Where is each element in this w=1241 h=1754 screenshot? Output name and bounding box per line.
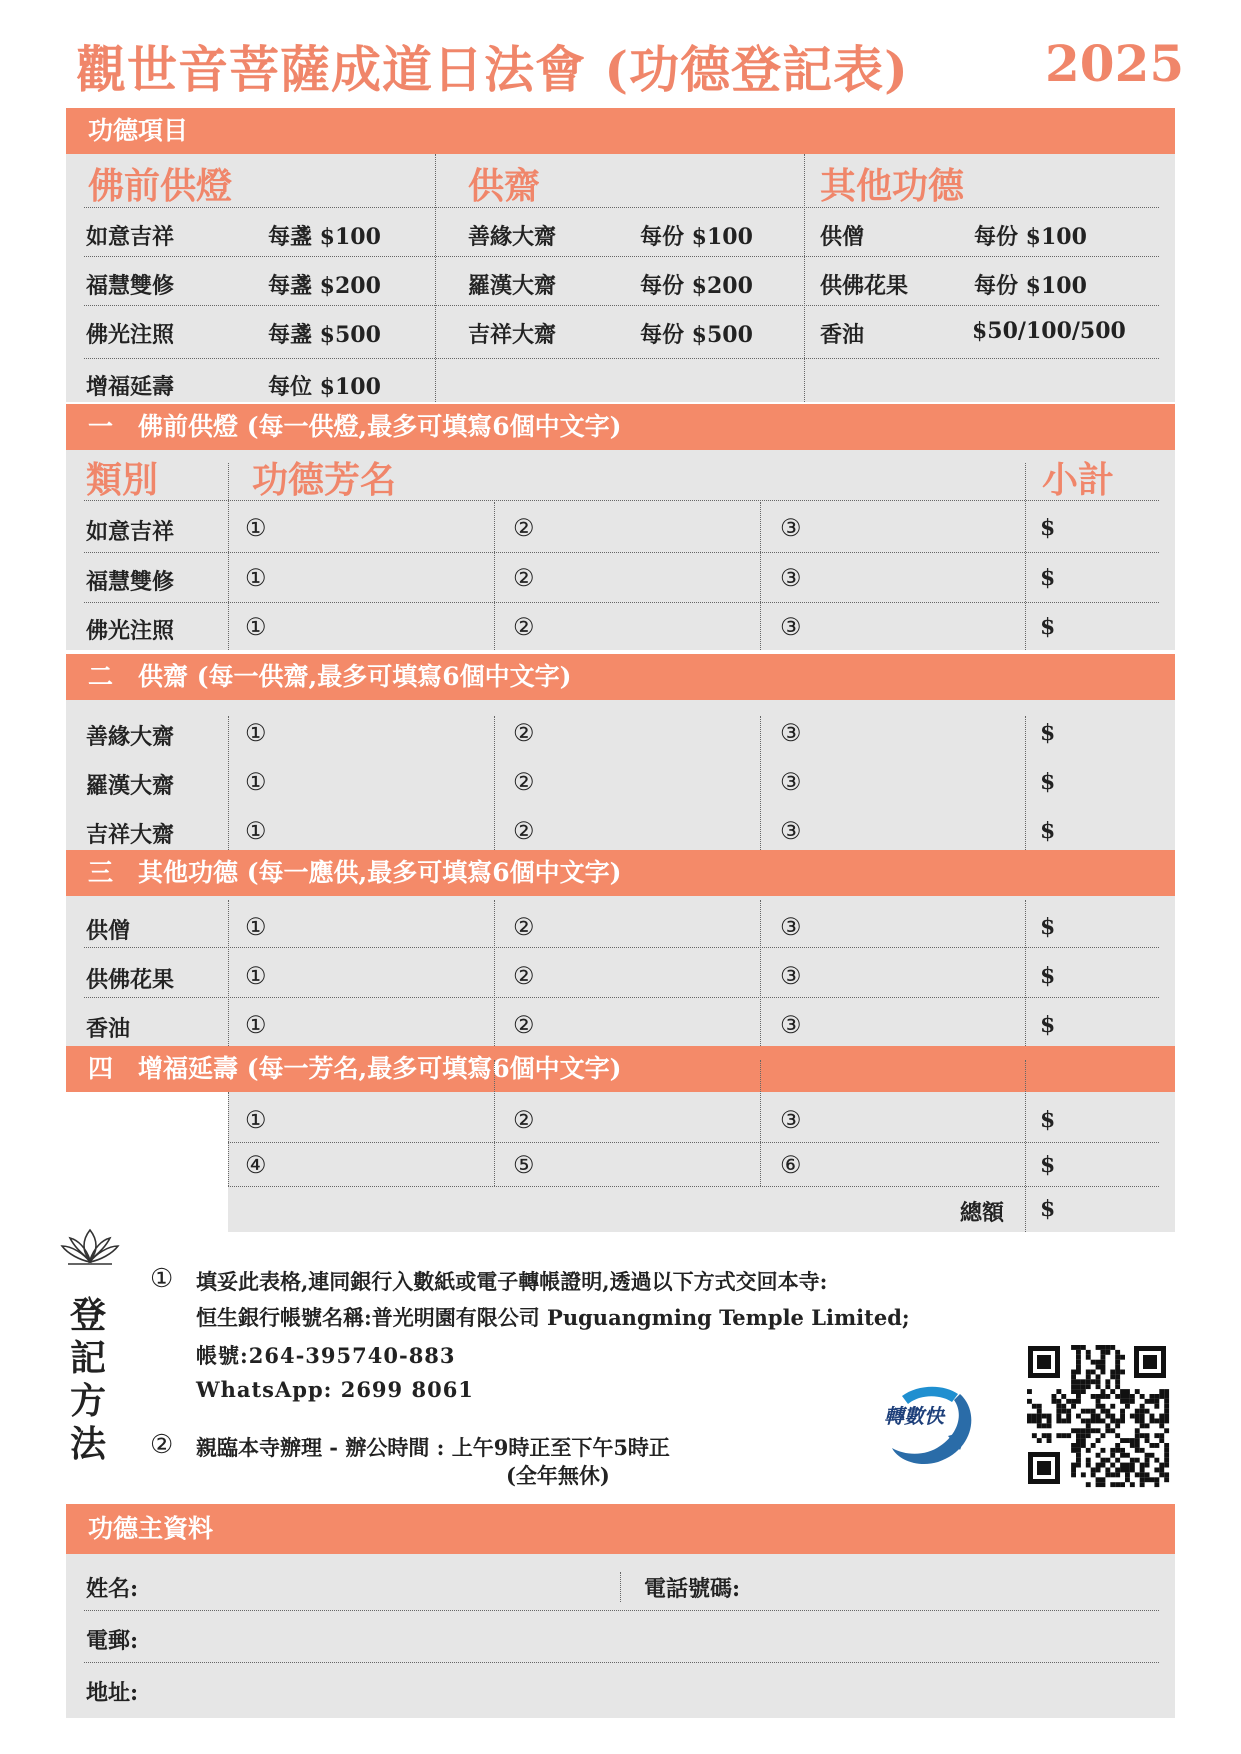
item-price: 每盞 $200	[268, 273, 381, 299]
item-name: 增福延壽	[86, 374, 175, 400]
subtotal-field[interactable]: $	[1040, 963, 1056, 989]
divider	[84, 997, 1159, 998]
divider	[494, 1060, 495, 1186]
item-name: 佛光注照	[86, 322, 175, 348]
divider	[1025, 716, 1026, 850]
subtotal-field[interactable]: $	[1040, 515, 1056, 541]
divider	[84, 358, 1159, 359]
divider	[84, 207, 1159, 208]
name-field-6[interactable]: ⑥	[780, 1151, 802, 1179]
registration-heading: 登 記 方 法	[70, 1294, 107, 1465]
items-section-bar: 功德項目	[66, 108, 1175, 154]
step-1-text: 填妥此表格,連同銀行入數紙或電子轉帳證明,透過以下方式交回本寺:	[196, 1269, 828, 1294]
row-category: 佛光注照	[86, 618, 175, 644]
name-field-3[interactable]: ③	[780, 1106, 802, 1134]
row-category: 如意吉祥	[86, 519, 175, 545]
name-field-2[interactable]: ②	[513, 613, 535, 641]
name-field-1[interactable]: ①	[245, 613, 267, 641]
name-field-2[interactable]: ②	[513, 768, 535, 796]
name-field-2[interactable]: ②	[513, 719, 535, 747]
lamp-heading: 佛前供燈	[88, 165, 233, 207]
form-title: 觀世音菩薩成道日法會 (功德登記表)	[76, 40, 909, 99]
name-field-3[interactable]: ③	[780, 514, 802, 542]
divider	[494, 716, 495, 850]
divider	[1025, 900, 1026, 1046]
name-field-3[interactable]: ③	[780, 564, 802, 592]
row-category: 供佛花果	[86, 967, 175, 993]
divider	[760, 502, 761, 650]
whatsapp-number: WhatsApp: 2699 8061	[196, 1377, 474, 1402]
other-heading: 其他功德	[820, 165, 965, 207]
name-field-3[interactable]: ③	[780, 719, 802, 747]
email-label[interactable]: 電郵:	[86, 1628, 139, 1654]
divider	[760, 716, 761, 850]
divider	[228, 716, 229, 850]
row-category: 羅漢大齋	[86, 773, 175, 799]
divider	[1025, 1060, 1026, 1232]
step-1-number: ①	[150, 1264, 174, 1294]
divider	[494, 502, 495, 650]
subtotal-field[interactable]: $	[1040, 720, 1056, 746]
name-field-1[interactable]: ①	[245, 913, 267, 941]
divider	[84, 1662, 1159, 1663]
item-name: 供僧	[820, 224, 865, 250]
subtotal-field[interactable]: $	[1040, 1012, 1056, 1038]
divider	[84, 602, 1159, 603]
name-field-1[interactable]: ①	[245, 1106, 267, 1134]
meal-section-bar: 二 供齋 (每一供齋,最多可填寫6個中文字)	[66, 654, 1175, 700]
other-section-bar: 三 其他功德 (每一應供,最多可填寫6個中文字)	[66, 850, 1175, 896]
item-price: 每份 $500	[640, 322, 753, 348]
item-name: 福慧雙修	[86, 273, 175, 299]
row-category: 吉祥大齋	[86, 822, 175, 848]
name-field-1[interactable]: ①	[245, 768, 267, 796]
item-price: 每份 $100	[974, 224, 1087, 250]
fps-label: 轉數快	[884, 1404, 944, 1428]
category-header: 類別	[86, 459, 159, 501]
subtotal-header: 小計	[1042, 459, 1115, 501]
name-field-1[interactable]: ①	[245, 1011, 267, 1039]
divider	[84, 947, 1159, 948]
divider	[84, 305, 1159, 306]
row-category: 善緣大齋	[86, 724, 175, 750]
divider	[228, 900, 229, 1046]
divider	[760, 900, 761, 1046]
name-field-1[interactable]: ①	[245, 962, 267, 990]
name-field-2[interactable]: ②	[513, 1011, 535, 1039]
name-field-2[interactable]: ②	[513, 962, 535, 990]
divider	[804, 154, 805, 402]
item-price: 每份 $100	[974, 273, 1087, 299]
name-field-4[interactable]: ④	[245, 1151, 267, 1179]
name-label[interactable]: 姓名:	[86, 1576, 139, 1602]
name-field-2[interactable]: ②	[513, 913, 535, 941]
bank-account-name: 恒生銀行帳號名稱:普光明園有限公司 Puguangming Temple Limited;	[196, 1305, 910, 1330]
step-2-text: 親臨本寺辦理 - 辦公時間 : 上午9時正至下午5時正	[196, 1435, 670, 1460]
name-field-1[interactable]: ①	[245, 719, 267, 747]
lotus-icon	[58, 1226, 122, 1268]
total-label: 總額	[960, 1200, 1005, 1226]
item-name: 如意吉祥	[86, 224, 175, 250]
names-header: 功德芳名	[252, 459, 397, 501]
divider	[228, 463, 229, 650]
divider	[84, 256, 1159, 257]
row-category: 福慧雙修	[86, 569, 175, 595]
divider	[620, 1572, 621, 1602]
name-field-1[interactable]: ①	[245, 817, 267, 845]
subtotal-field[interactable]: $	[1040, 818, 1056, 844]
name-field-3[interactable]: ③	[780, 962, 802, 990]
divider	[494, 900, 495, 1046]
row-category: 供僧	[86, 918, 131, 944]
item-name: 供佛花果	[820, 273, 909, 299]
item-name: 善緣大齋	[468, 224, 557, 250]
step-2-number: ②	[150, 1430, 174, 1460]
longevity-section-bar: 四 增福延壽 (每一芳名,最多可填寫6個中文字)	[66, 1046, 1175, 1092]
name-field-3[interactable]: ③	[780, 768, 802, 796]
divider	[228, 1092, 229, 1186]
name-field-2[interactable]: ②	[513, 1106, 535, 1134]
name-field-3[interactable]: ③	[780, 1011, 802, 1039]
item-name: 吉祥大齋	[468, 322, 557, 348]
name-field-3[interactable]: ③	[780, 817, 802, 845]
divider	[84, 552, 1159, 553]
meal-heading: 供齋	[468, 165, 541, 207]
subtotal-field[interactable]: $	[1040, 614, 1056, 640]
qr-code-icon	[1024, 1342, 1170, 1488]
subtotal-field[interactable]: $	[1040, 1152, 1056, 1178]
name-field-5[interactable]: ⑤	[513, 1151, 535, 1179]
item-name: 香油	[820, 322, 865, 348]
subtotal-field[interactable]: $	[1040, 565, 1056, 591]
form-year: 2025	[1045, 34, 1185, 93]
subtotal-field[interactable]: $	[1040, 914, 1056, 940]
total-field[interactable]: $	[1040, 1196, 1056, 1222]
divider	[84, 500, 1159, 501]
row-category: 香油	[86, 1016, 131, 1042]
divider	[228, 1186, 1159, 1187]
item-price: 每位 $100	[268, 374, 381, 400]
divider	[84, 1610, 1159, 1611]
item-price: 每盞 $100	[268, 224, 381, 250]
subtotal-field[interactable]: $	[1040, 769, 1056, 795]
subtotal-field[interactable]: $	[1040, 1107, 1056, 1133]
meal-panel	[66, 700, 1175, 850]
bank-account-number: 帳號:264-395740-883	[196, 1343, 456, 1368]
divider	[760, 1060, 761, 1186]
name-field-2[interactable]: ②	[513, 817, 535, 845]
phone-label[interactable]: 電話號碼:	[644, 1576, 741, 1602]
name-field-1[interactable]: ①	[245, 564, 267, 592]
lamp-panel	[66, 450, 1175, 650]
lamp-section-bar: 一 佛前供燈 (每一供燈,最多可填寫6個中文字)	[66, 404, 1175, 450]
step-2-note: (全年無休)	[506, 1463, 610, 1488]
address-label[interactable]: 地址:	[86, 1680, 139, 1706]
item-price: 每份 $200	[640, 273, 753, 299]
name-field-1[interactable]: ①	[245, 514, 267, 542]
item-price: $50/100/500	[972, 318, 1126, 344]
name-field-2[interactable]: ②	[513, 514, 535, 542]
name-field-3[interactable]: ③	[780, 913, 802, 941]
name-field-2[interactable]: ②	[513, 564, 535, 592]
name-field-3[interactable]: ③	[780, 613, 802, 641]
divider	[1025, 463, 1026, 650]
item-price: 每盞 $500	[268, 322, 381, 348]
item-name: 羅漢大齋	[468, 273, 557, 299]
item-price: 每份 $100	[640, 224, 753, 250]
divider	[435, 154, 436, 402]
donor-section-bar: 功德主資料	[66, 1504, 1175, 1554]
divider	[228, 1142, 1159, 1143]
other-panel	[66, 896, 1175, 1046]
